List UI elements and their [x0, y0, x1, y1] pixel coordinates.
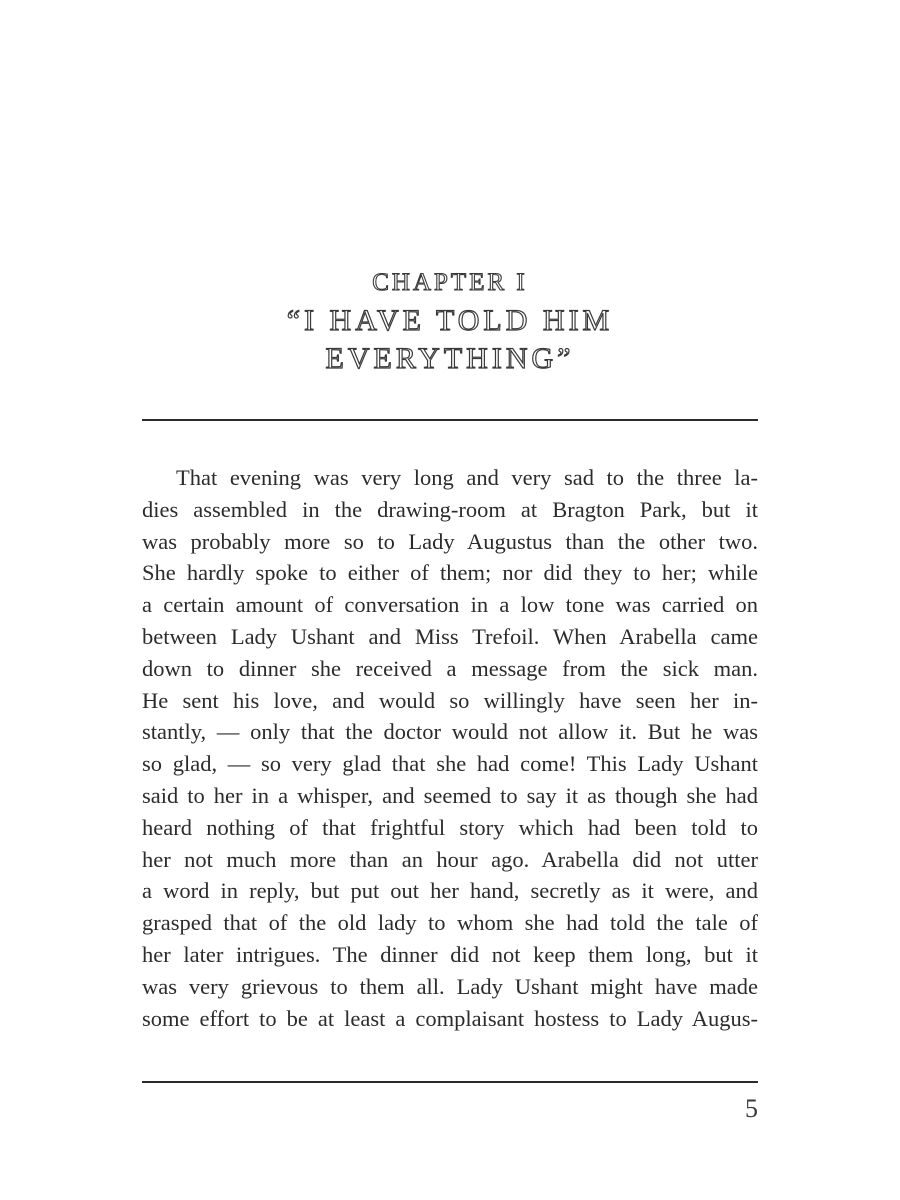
text-line: so glad, — so very glad that she had come! This Lady Ushant: [142, 751, 758, 777]
text-line: some effort to be at least a complaisant hostess to Lady Augus-: [142, 1005, 758, 1031]
text-line: That evening was very long and very sad to the three la-: [176, 465, 758, 490]
chapter-title: [142, 302, 758, 378]
chapter-label: CHAPTER I: [372, 269, 528, 296]
top-divider: [142, 419, 758, 421]
text-line: grasped that of the old lady to whom she had told the tale of: [142, 910, 758, 936]
bottom-divider: [142, 1081, 758, 1083]
text-line: a certain amount of conversation in a low tone was carried on: [142, 592, 758, 618]
chapter-title-line: EVERYTHING”: [325, 342, 575, 375]
body-text: [142, 462, 758, 1034]
text-line: was probably more so to Lady Augustus than the other two.: [142, 528, 758, 554]
text-line: her later intrigues. The dinner did not keep them long, but it: [142, 941, 758, 967]
text-line: dies assembled in the drawing-room at Bragton Park, but it: [142, 496, 758, 522]
page-number: 5: [745, 1094, 758, 1123]
text-line: He sent his love, and would so willingly have seen her in-: [142, 687, 758, 713]
text-line: heard nothing of that frightful story which had been told to: [142, 814, 758, 840]
text-line: between Lady Ushant and Miss Trefoil. When Arabella came: [142, 623, 758, 649]
text-line: her not much more than an hour ago. Arabella did not utter: [142, 846, 758, 872]
text-line: stantly, — only that the doctor would not allow it. But he was: [142, 719, 758, 745]
chapter-title-line: “I HAVE TOLD HIM: [286, 304, 614, 337]
text-line: a word in reply, but put out her hand, secretly as it were, and: [142, 878, 758, 904]
text-line: She hardly spoke to either of them; nor did they to her; while: [142, 560, 758, 586]
text-line: said to her in a whisper, and seemed to say it as though she had: [142, 782, 758, 808]
chapter-heading: [142, 268, 758, 378]
text-line: down to dinner she received a message from the sick man.: [142, 655, 758, 681]
text-line: was very grievous to them all. Lady Ushant might have made: [142, 973, 758, 999]
